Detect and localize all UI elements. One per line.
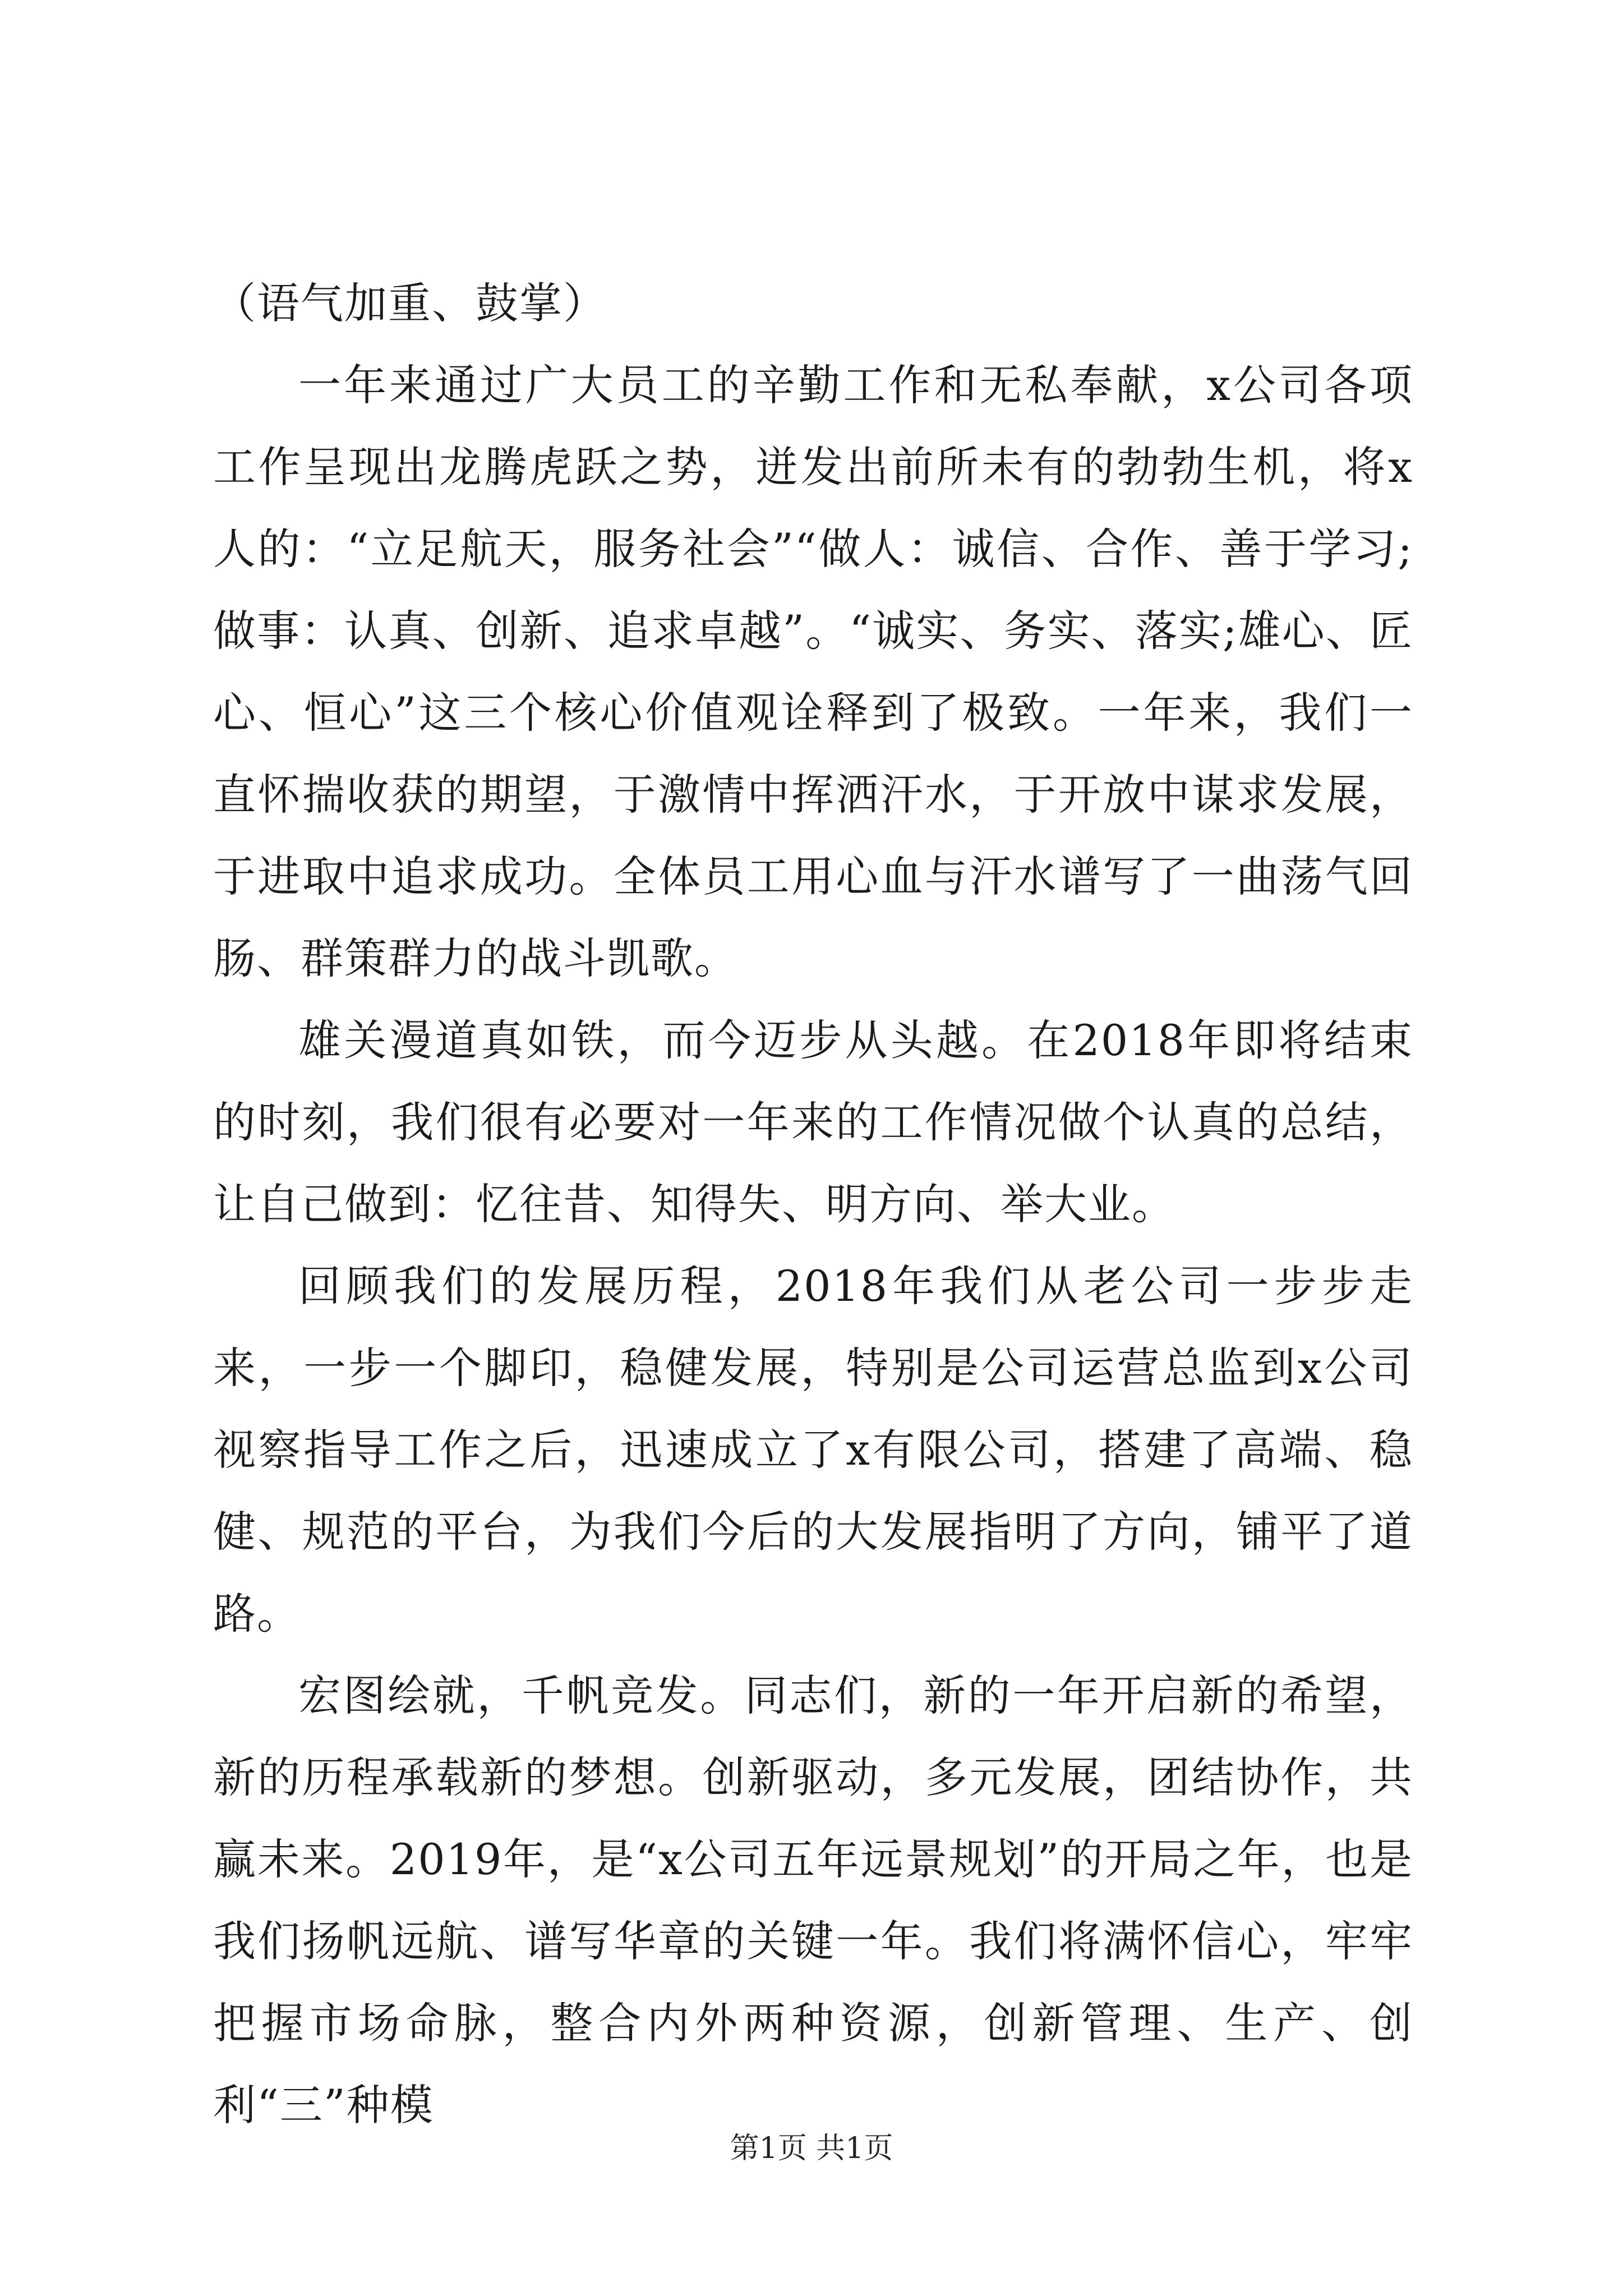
paragraph-4: 宏图绘就，千帆竞发。同志们，新的一年开启新的希望，新的历程承载新的梦想。创新驱动，多元发展，团结协作，共赢未来。2019年，是“x公司五年远景规划”的开局之年，也是我们扬帆远航、谱写华章的关键一年。我们将满怀信心，牢牢把握市场命脉，整合内外两种资源，创新管理、生产、创利“三”种模 xyxy=(213,1671,1413,2130)
paragraph-2: 雄关漫道真如铁，而今迈步从头越。在2018年即将结束的时刻，我们很有必要对一年来的工作情况做个认真的总结，让自己做到：忆往昔、知得失、明方向、举大业。 xyxy=(213,1015,1413,1229)
stage-note: （语气加重、鼓掌） xyxy=(213,278,607,328)
page-footer: 第1页 共1页 xyxy=(730,2132,893,2165)
document-body xyxy=(213,263,1413,2146)
paragraph-3: 回顾我们的发展历程，2018年我们从老公司一步步走来，一步一个脚印，稳健发展，特别是公司运营总监到x公司视察指导工作之后，迅速成立了x有限公司，搭建了高端、稳健、规范的平台，为我们今后的大发展指明了方向，铺平了道路。 xyxy=(213,1261,1413,1639)
paragraph-1: 一年来通过广大员工的辛勤工作和无私奉献，x公司各项工作呈现出龙腾虎跃之势，迸发出前所未有的勃勃生机，将x人的：“立足航天，服务社会”“做人：诚信、合作、善于学习;做事：认真、创新、追求卓越”。“诚实、务实、落实;雄心、匠心、恒心”这三个核心价值观诠释到了极致。一年来，我们一直怀揣收获的期望，于激情中挥洒汗水，于开放中谋求发展，于进取中追求成功。全体员工用心血与汗水谱写了一曲荡气回肠、群策群力的战斗凯歌。 xyxy=(213,360,1413,983)
